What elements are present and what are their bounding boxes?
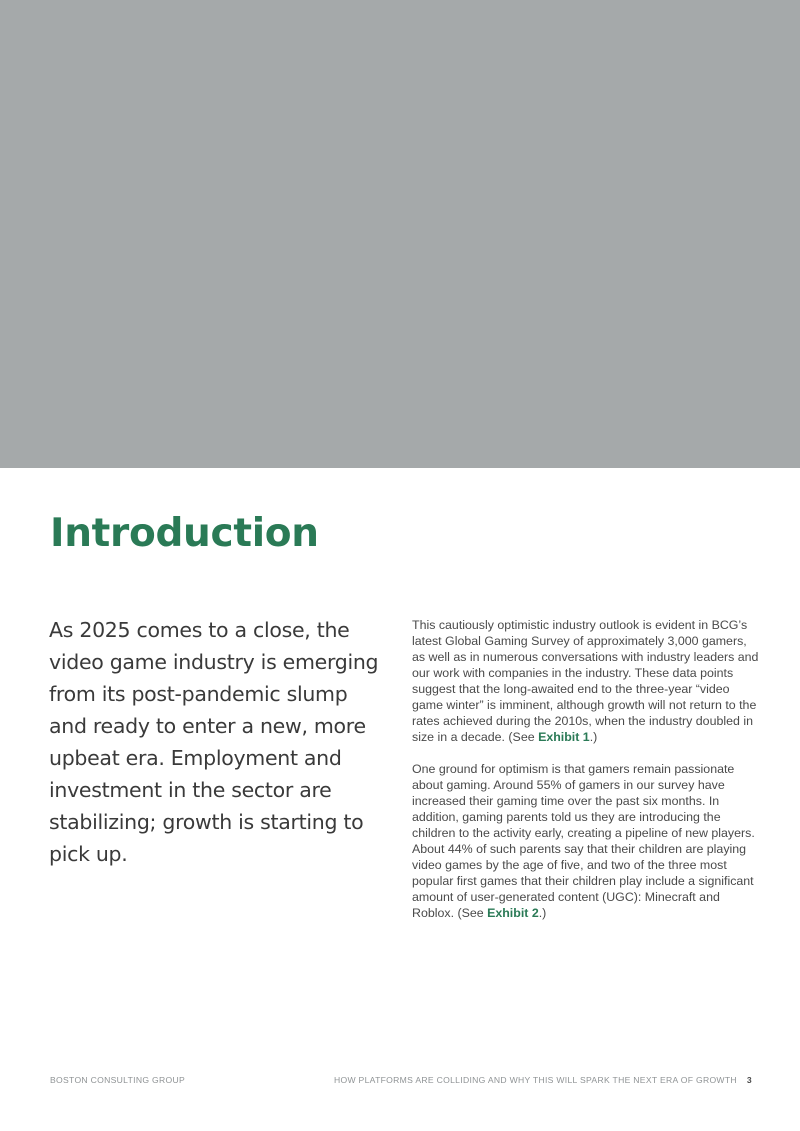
- exhibit-1-link[interactable]: Exhibit 1: [538, 730, 590, 744]
- paragraph-2-after: .): [538, 906, 547, 920]
- lede-text: As 2025 comes to a close, the video game industry is emerging from its post-pandemic slump and ready to enter a new, more upbeat era. Employment and investment in the sector are stabilizing; growth is starting to pick up.: [49, 618, 379, 866]
- exhibit-2-link[interactable]: Exhibit 2: [487, 906, 539, 920]
- hero-image: [0, 0, 800, 468]
- page-title: Introduction: [50, 511, 319, 556]
- paragraph-2-text: One ground for optimism is that gamers remain passionate about gaming. Around 55% of gamers in our survey have increased their gaming time over the past six months. In addition, gaming parents told us they are introducing the children to the activity early, creating a pipeline of new players. About 44% of such parents say that their children are playing video games by the age of five, and two of the three most popular first games that their children play include a significant amount of user-generated content (UGC): Minecraft and Roblox. (See: [412, 762, 755, 920]
- body-paragraph-2: [412, 761, 760, 921]
- footer-title-text: HOW PLATFORMS ARE COLLIDING AND WHY THIS WILL SPARK THE NEXT ERA OF GROWTH: [333, 1075, 737, 1085]
- body-column: [412, 617, 760, 937]
- paragraph-1-text: This cautiously optimistic industry outlook is evident in BCG’s latest Global Gaming Survey of approximately 3,000 gamers, as well as in numerous conversations with industry leaders and our work with companies in the industry. These data points suggest that the long-awaited end to the three-year “video game winter” is imminent, although growth will not return to the rates achieved during the 2010s, when the industry doubled in size in a decade. (See: [412, 618, 759, 744]
- page-number: 3: [746, 1075, 752, 1085]
- footer-publisher: BOSTON CONSULTING GROUP: [50, 1075, 186, 1085]
- footer-running-title: [334, 1075, 752, 1085]
- paragraph-1-after: .): [589, 730, 598, 744]
- body-paragraph-1: [412, 617, 760, 745]
